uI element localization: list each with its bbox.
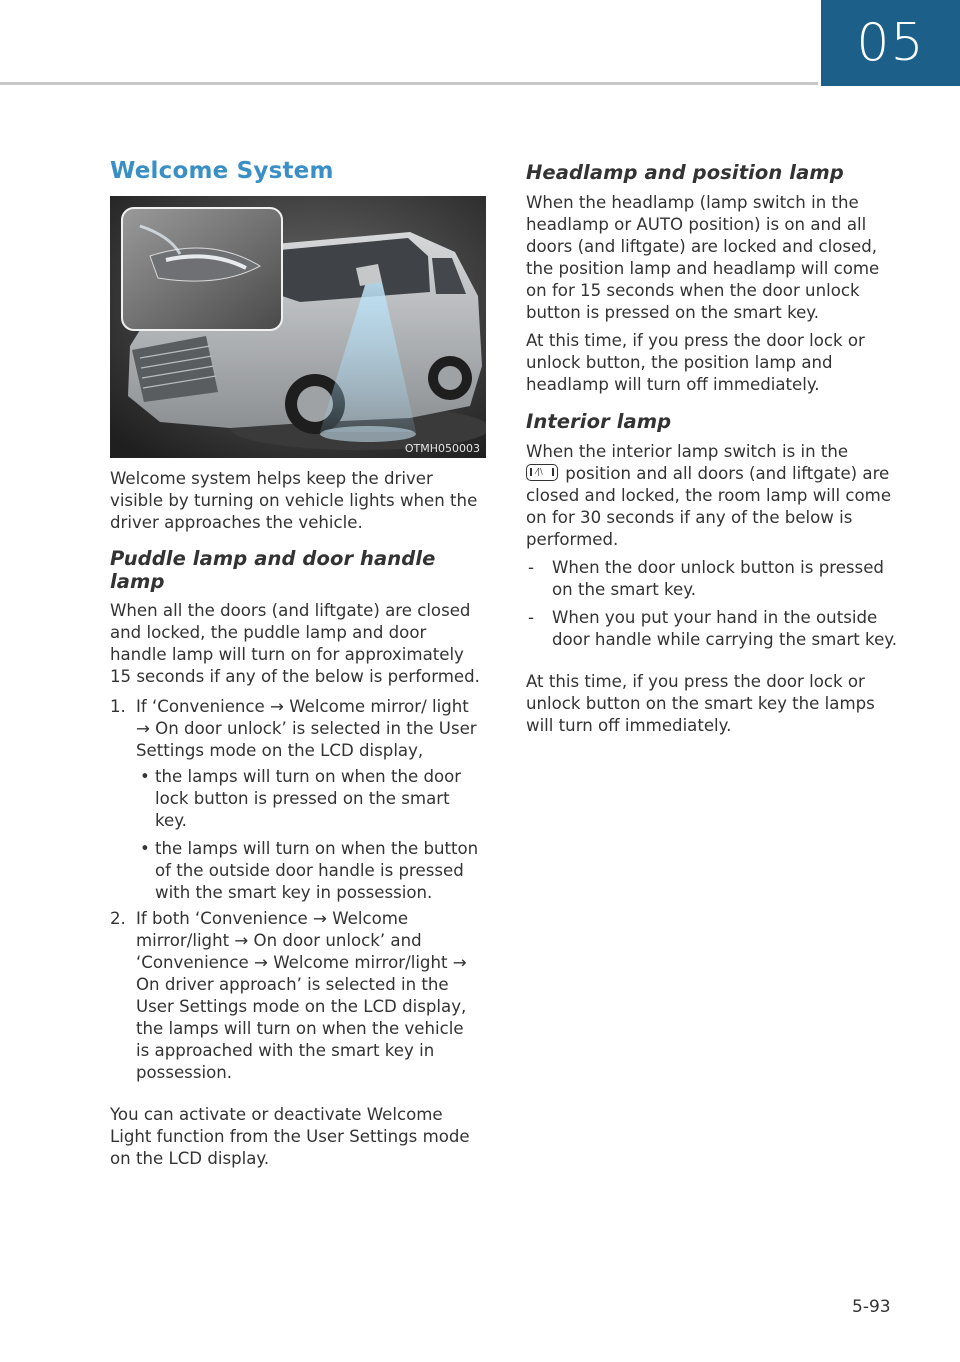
interior-text-before-icon: When the interior lamp switch is in the — [526, 442, 849, 461]
sub-bullets — [136, 766, 482, 904]
list-item: - When you put your hand in the outside door handle while carrying the smart key. — [528, 608, 897, 649]
section-title: Welcome System — [110, 158, 334, 184]
item-number: 2. — [110, 909, 126, 928]
item-number: 1. — [110, 697, 126, 716]
interior-lamp-paragraph-2: At this time, if you press the door lock or unlock button on the smart key the lamps will turn off immediately. — [526, 672, 875, 735]
bullet-text: the lamps will turn on when the button of the outside door handle is pressed with the smart key in possession. — [155, 839, 479, 902]
bullet-text: the lamps will turn on when the door lock button is pressed on the smart key. — [155, 767, 462, 830]
door-lamp-switch-icon: ⁄|\ — [526, 464, 558, 481]
puddle-lamp-heading: Puddle lamp and door handle lamp — [110, 547, 436, 593]
left-column — [110, 468, 482, 1170]
interior-lamp-paragraph-1 — [526, 441, 904, 551]
list-item: • the lamps will turn on when the door lock button is pressed on the smart key. — [140, 767, 462, 830]
right-column — [526, 161, 904, 737]
dash-text: When the door unlock button is pressed on the smart key. — [552, 558, 884, 599]
figure-code: OTMH050003 — [404, 442, 480, 455]
interior-lamp-conditions — [526, 557, 904, 651]
intro-paragraph: Welcome system helps keep the driver visible by turning on vehicle lights when the driver approaches the vehicle. — [110, 469, 478, 532]
headlamp-paragraph-2: At this time, if you press the door lock or unlock button, the position lamp and headlamp will turn off immediately. — [526, 331, 865, 394]
header-rule — [0, 82, 818, 85]
page-number: 5-93 — [852, 1297, 891, 1317]
interior-lamp-heading: Interior lamp — [526, 410, 672, 433]
list-item: • the lamps will turn on when the button of the outside door handle is pressed with the smart key in possession. — [140, 839, 479, 902]
list-item — [110, 696, 482, 904]
item-text: If ‘Convenience → Welcome mirror/ light → On door unlock’ is selected in the User Settings mode on the LCD display, — [136, 697, 477, 760]
headlamp-paragraph-1: When the headlamp (lamp switch in the headlamp or AUTO position) is on and all doors (and liftgate) are locked and closed, the position lamp and headlamp will come on for 15 seconds when the door unlock button is pressed on the smart key. — [526, 193, 880, 322]
interior-text-after-icon: position and all doors (and liftgate) are closed and locked, the room lamp will come on for 30 seconds if any of the below is performed. — [526, 464, 892, 549]
chapter-tab: 05 — [821, 0, 960, 86]
list-item: - When the door unlock button is pressed on the smart key. — [528, 558, 884, 599]
headlamp-heading: Headlamp and position lamp — [526, 161, 844, 184]
welcome-light-setting-note: You can activate or deactivate Welcome Light function from the User Settings mode on the LCD display. — [110, 1105, 470, 1168]
puddle-lamp-intro: When all the doors (and liftgate) are closed and locked, the puddle lamp and door handle lamp will turn on for approximately 15 seconds if any of the below is performed. — [110, 601, 480, 686]
dash-text: When you put your hand in the outside door handle while carrying the smart key. — [552, 608, 897, 649]
list-item — [110, 908, 482, 1084]
puddle-lamp-conditions — [110, 696, 482, 1084]
item-text: If both ‘Convenience → Welcome mirror/light → On door unlock’ and ‘Convenience → Welcome mirror/light → On driver approach’ is selected in the User Settings mode on the LCD display, the lamps will turn on when the vehicle is approached with the smart key in possession. — [136, 909, 467, 1082]
welcome-system-illustration — [110, 196, 486, 458]
